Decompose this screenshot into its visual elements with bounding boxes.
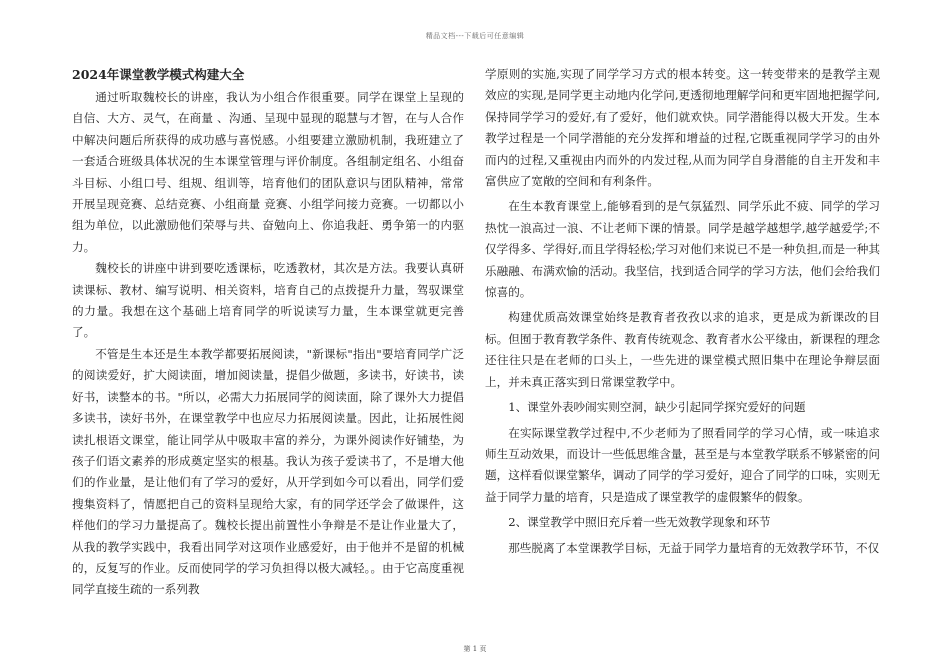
- section-heading: 2、课堂教学中照旧充斥着一些无效教学现象和环节: [508, 515, 771, 530]
- document-title: 2024年课堂教学模式构建大全: [72, 67, 245, 82]
- section-heading: 1、课堂外表吵闹实则空洞，缺少引起同学探究爱好的问题: [508, 400, 806, 415]
- page-header: 精品文档---下载后可任意编辑: [425, 32, 525, 40]
- paragraph: 不管是生本还是生本教学都要拓展阅读，"新课标"指出"要培育同学广泛的阅读爱好，扩大阅读面，增加阅读量，提倡少做题，多读书，好读书，读好书，读整本的书。"所以，必需大力拓展同学的阅读面，除了课外大力提倡多读书，读好书外，在课堂教学中也应尽力拓展阅读量。因此，让拓展性阅读扎根语文课堂，能让同学从中吸取丰富的养分，为课外阅读作好铺垫，为孩子们语文素养的形成奠定坚实的根基。我认为孩子爱读书了，不是增大他们的作业量，是让他们有了学习的爱好，从开学到如今可以看出，同学们爱搜集资料了，情愿把自己的资料呈现给大家，有的同学还学会了做课件，这样他们的学习力量提高了。魏校长提出前置性小争辩是不是让作业量大了，从我的教学实践中，我看出同学对这项作业感爱好，由于他并不是留的机械的，反复写的作业。反而使同学的学习负担得以极大减轻。。由于它高度重视同学直接生疏的一系列教: [72, 346, 464, 597]
- paragraph: 在实际课堂教学过程中,不少老师为了照看同学的学习心情，或一味追求师生互动效果，而设计一些低思维含量，甚至是与本堂教学联系不够紧密的问题，这样看似课堂繁华，调动了同学的学习爱好，迎合了同学的口味，实则无益于同学力量的培育，只是造成了课堂教学的虚假繁华的假象。: [485, 425, 880, 504]
- paragraph: 在生本教育课堂上,能够看到的是气氛猛烈、同学乐此不疲、同学的学习热忱一浪高过一浪、不让老师下课的情景。同学是越学越想学,越学越爱学;不仅学得多、学得好,而且学得轻松;学习对他们来说已不是一种负担,而是一种其乐融融、布满欢愉的活动。我坚信，找到适合同学的学习方法，他们会给我们惊喜的。: [485, 199, 880, 300]
- paragraph: 魏校长的讲座中讲到要吃透课标，吃透教材，其次是方法。我要认真研读课标、教材、编写说明、相关资料，培育自己的点拨提升力量，驾驭课堂的力量。我想在这个基础上培育同学的听说读写力量，生本课堂就更完善了。: [72, 261, 464, 340]
- left-column: [72, 64, 464, 601]
- paragraph: 构建优质高效课堂始终是教育者孜孜以求的追求，更是成为新课改的目标。但囿于教育教学条件、教育传统观念、教育者水公平缘由，新课程的理念还往往只是在老师的口头上，一些先进的课堂模式照旧集中在理论争辩层面上，并未真正落实到日常课堂教学中。: [485, 310, 880, 389]
- page-number: 第 1 页: [463, 645, 487, 653]
- paragraph: 学原则的实施,实现了同学学习方式的根本转变。这一转变带来的是教学主观效应的实现,是同学更主动地内化学问,更透彻地理解学问和更牢固地把握学问,保持同学学习的爱好,有了爱好，他们就欢快。同学潜能得以极大开发。生本教学过程是一个同学潜能的充分发挥和增益的过程,它既重视同学学习的由外而内的过程,又重视由内而外的内发过程,从而为同学自身潜能的自主开发和丰富供应了宽敞的空间和有利条件。: [485, 67, 880, 189]
- paragraph: 那些脱离了本堂课教学目标，无益于同学力量培育的无效教学环节，不仅: [508, 540, 880, 555]
- right-column: [485, 64, 880, 563]
- paragraph: 通过听取魏校长的讲座，我认为小组合作很重要。同学在课堂上呈现的自信、大方、灵气，在商量 、沟通、呈现中显现的聪慧与才智，在与人合作中解决问题后所获得的成功感与喜悦感。小组要建立激励机制，我班建立了一套适合班级具体状况的生本课堂管理与评价制度。各组制定组名、小组奋斗目标、小组口号、组规、组训等，培育他们的团队意识与团队精神，常常开展呈现竞赛、总结竞赛、小组商量 竞赛、小组学问接力竞赛。一切都以小组为单位，以此激励他们荣辱与共、奋勉向上、你追我赶、勇争第一的内驱力。: [72, 90, 464, 254]
